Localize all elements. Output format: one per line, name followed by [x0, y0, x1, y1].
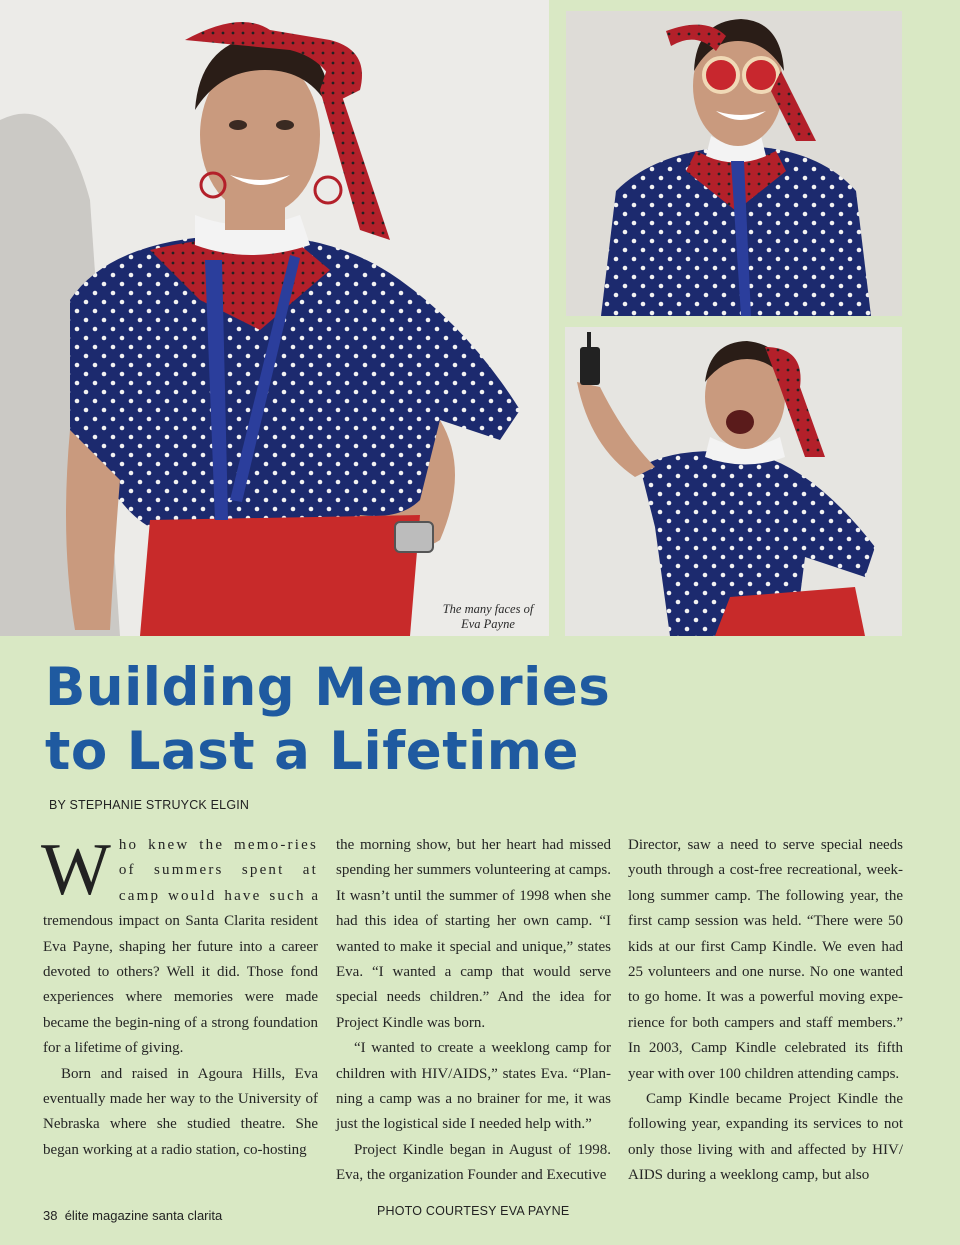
paragraph-1-body: a tremendous impact on Santa Clarita resident Eva Payne, shaping her future into a career devoted to others? Well it did. Those fond experiences where memories were made became the begin-ning of a strong foundation for a lifetime of giving.	[43, 887, 319, 1057]
magazine-name: élite magazine santa clarita	[64, 1208, 223, 1223]
paragraph-1	[41, 829, 319, 1062]
paragraph-2: Born and raised in Agoura Hills, Eva eventually made her way to the University of Nebraska where she studied theatre. She began working at a radio station, co-hosting	[43, 1065, 318, 1158]
paragraph-7: Camp Kindle became Project Kindle the following year, expanding its services to not only those living with and affected by HIV/ AIDS during a weeklong camp, but also	[628, 1091, 903, 1184]
main-photo	[0, 0, 549, 636]
paragraph-4: “I wanted to create a weeklong camp for children with HIV/AIDS,” states Eva. “Plan-ning a camp was a no brainer for me, it was just the logistical side I needed help with.”	[336, 1040, 611, 1133]
headline	[45, 656, 610, 784]
bottom-right-photo	[565, 327, 902, 636]
headline-line-2: to Last a Lifetime	[45, 721, 579, 782]
page-footer	[43, 1208, 222, 1223]
headline-line-1: Building Memories	[45, 657, 611, 718]
top-right-photo	[566, 11, 902, 316]
caption-line-2: Eva Payne	[461, 617, 515, 631]
paragraph-6: Director, saw a need to serve special needs youth through a cost-free recreational, week-long summer camp. The following year, the first camp session was held. “There were 50 kids at our first Camp Kindle. We even had 25 volunteers and one nurse. No one wanted to go home. It was a powerful moving expe-rience for both campers and staff members.” In 2003, Camp Kindle celebrated its fifth year with over 100 children attending camps.	[628, 837, 903, 1082]
page-number: 38	[43, 1208, 58, 1223]
paragraph-1-lead: ho knew the memo-ries of summers spent at camp would have such	[118, 837, 318, 904]
article-column-1	[41, 829, 319, 1163]
article-column-2	[336, 833, 611, 1189]
caption-line-1: The many faces of	[442, 602, 534, 616]
drop-cap: W	[41, 829, 111, 911]
paragraph-5: Project Kindle began in August of 1998. Eva, the organization Founder and Executive	[336, 1141, 611, 1184]
photo-caption	[418, 602, 558, 632]
photo-credit: PHOTO COURTESY EVA PAYNE	[377, 1204, 570, 1218]
paragraph-3: the morning show, but her heart had missed spending her summers volunteering at camps. It wasn’t until the summer of 1998 when she had this idea of starting her own camp. “I wanted to make it special and unique,” states Eva. “I wanted a camp that would serve special needs children.” And the idea for Project Kindle was born.	[336, 837, 611, 1031]
byline: BY STEPHANIE STRUYCK ELGIN	[49, 798, 250, 812]
article-column-3	[628, 833, 903, 1189]
